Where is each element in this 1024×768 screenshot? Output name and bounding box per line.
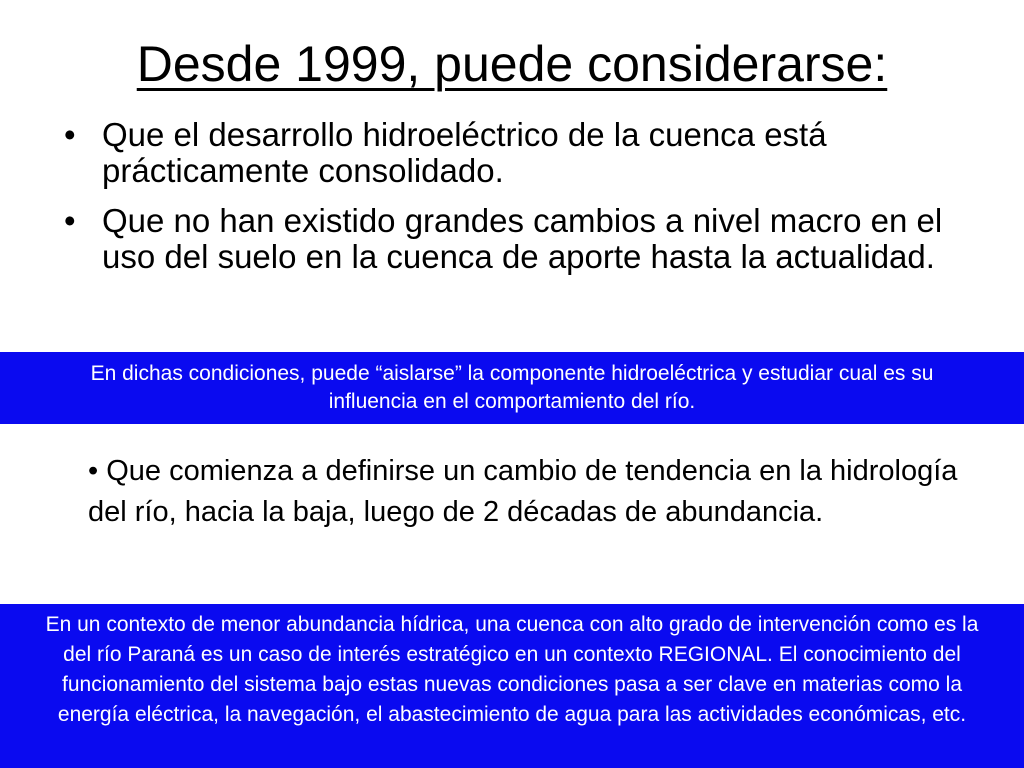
bullet-text: Que el desarrollo hidroeléctrico de la cuenca está prácticamente consolidado. [102, 116, 827, 189]
bullet-text: Que no han existido grandes cambios a nivel macro en el uso del suelo en la cuenca de aporte hasta la actualidad. [102, 202, 943, 275]
bullet-list [64, 117, 944, 289]
bullet-icon: • [64, 202, 76, 239]
bullet-item [64, 203, 944, 275]
highlight-banner-conditions: En dichas condiciones, puede “aislarse” la componente hidroeléctrica y estudiar cual es su influencia en el comportamiento del río. [0, 352, 1024, 424]
middle-bullet-text: • Que comienza a definirse un cambio de tendencia en la hidrología del río, hacia la baja, luego de 2 décadas de abundancia. [88, 455, 958, 528]
highlight-banner-context: En un contexto de menor abundancia hídrica, una cuenca con alto grado de intervención como es la del río Paraná es un caso de interés estratégico en un contexto REGIONAL. El conocimiento del funcionamiento del sistema bajo estas nuevas condiciones pasa a ser clave en materias como la energía eléctrica, la navegación, el abastecimiento de agua para las actividades económicas, etc. [0, 604, 1024, 768]
slide-title: Desde 1999, puede considerarse: [136, 36, 888, 92]
bullet-item [64, 117, 944, 189]
bullet-icon: • [64, 116, 76, 153]
